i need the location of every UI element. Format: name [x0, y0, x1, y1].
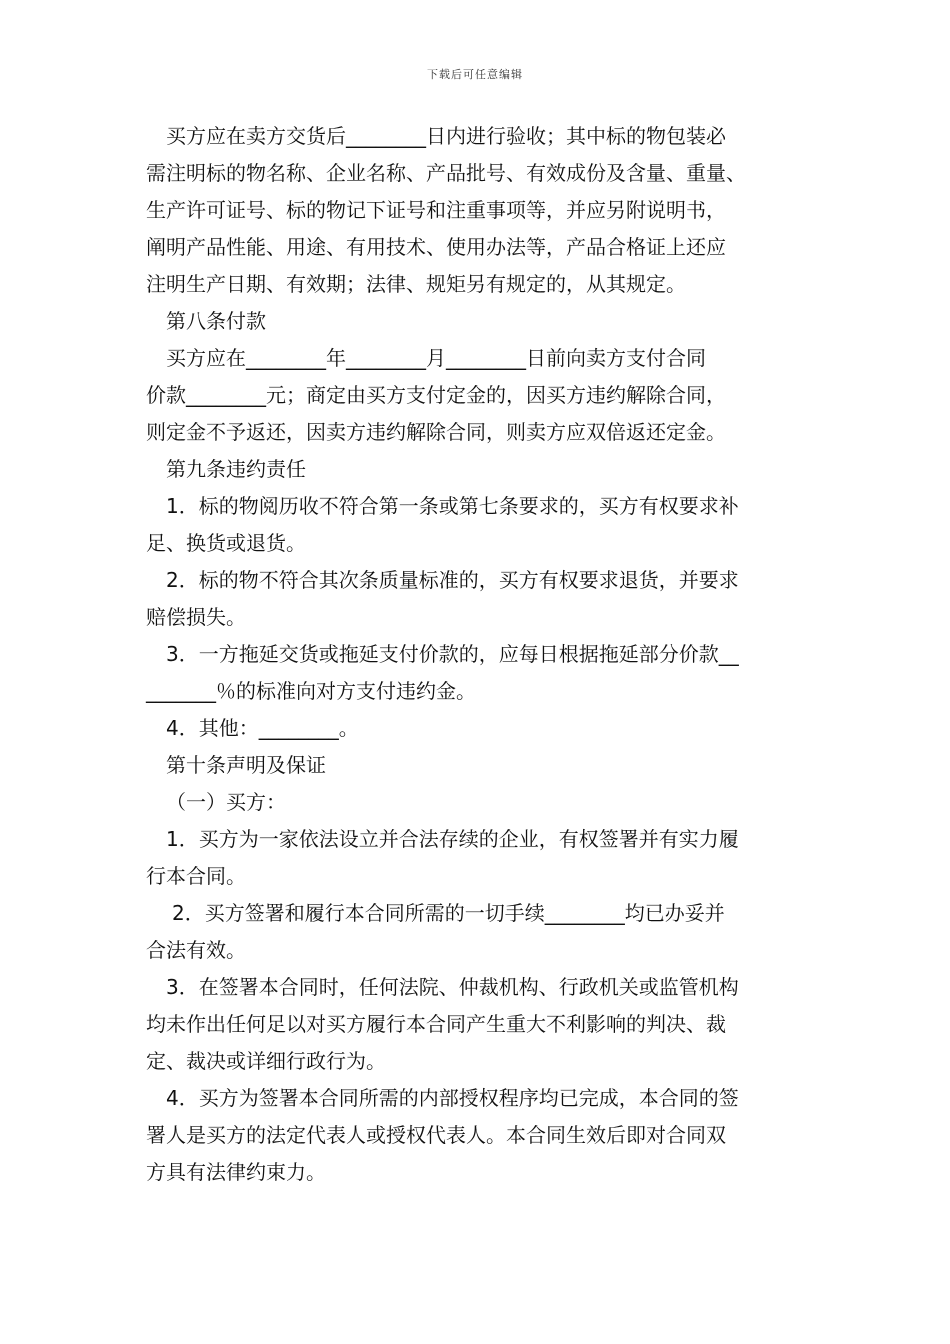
paragraph-line: 需注明标的物名称、企业名称、产品批号、有效成份及含量、重量、 [146, 161, 746, 185]
document-body [146, 118, 826, 1191]
list-item-line: 1．买方为一家依法设立并合法存续的企业，有权签署并有实力履 [166, 827, 739, 851]
list-item-line: 4．买方为签署本合同所需的内部授权程序均已完成，本合同的签 [166, 1086, 739, 1110]
subsection-heading: （一）买方： [166, 790, 286, 814]
list-item-line: 1．标的物阅历收不符合第一条或第七条要求的，买方有权要求补 [166, 494, 739, 518]
list-item-line: _______％的标准向对方支付违约金。 [146, 679, 476, 703]
paragraph-line: 则定金不予返还，因卖方违约解除合同，则卖方应双倍返还定金。 [146, 420, 726, 444]
list-item-line: 均未作出任何足以对买方履行本合同产生重大不利影响的判决、裁 [146, 1012, 726, 1036]
list-item-line: 2．买方签署和履行本合同所需的一切手续________均已办妥并 [172, 901, 725, 925]
paragraph-line: 阐明产品性能、用途、有用技术、使用办法等，产品合格证上还应 [146, 235, 726, 259]
list-item-line: 行本合同。 [146, 864, 246, 888]
paragraph-line: 买方应在卖方交货后________日内进行验收；其中标的物包装必 [166, 124, 726, 148]
list-item-line: 足、换货或退货。 [146, 531, 306, 555]
section-heading: 第八条付款 [166, 309, 266, 333]
page-header: 下载后可任意编辑 [427, 68, 523, 81]
paragraph-line: 价款________元；商定由买方支付定金的，因买方违约解除合同， [146, 383, 726, 407]
list-item-line: 署人是买方的法定代表人或授权代表人。本合同生效后即对合同双 [146, 1123, 726, 1147]
list-item-line: 4．其他：________。 [166, 716, 359, 740]
section-heading: 第九条违约责任 [166, 457, 306, 481]
paragraph-line: 买方应在________年________月________日前向卖方支付合同 [166, 346, 706, 370]
paragraph-line: 注明生产日期、有效期；法律、规矩另有规定的，从其规定。 [146, 272, 686, 296]
list-item-line: 3．在签署本合同时，任何法院、仲裁机构、行政机关或监管机构 [166, 975, 739, 999]
list-item-line: 3．一方拖延交货或拖延支付价款的，应每日根据拖延部分价款__ [166, 642, 739, 666]
paragraph-line: 生产许可证号、标的物记下证号和注重事项等，并应另附说明书， [146, 198, 726, 222]
section-heading: 第十条声明及保证 [166, 753, 326, 777]
list-item-line: 合法有效。 [146, 938, 246, 962]
list-item-line: 方具有法律约束力。 [146, 1160, 326, 1184]
list-item-line: 赔偿损失。 [146, 605, 246, 629]
list-item-line: 2．标的物不符合其次条质量标准的，买方有权要求退货，并要求 [166, 568, 739, 592]
list-item-line: 定、裁决或详细行政行为。 [146, 1049, 386, 1073]
